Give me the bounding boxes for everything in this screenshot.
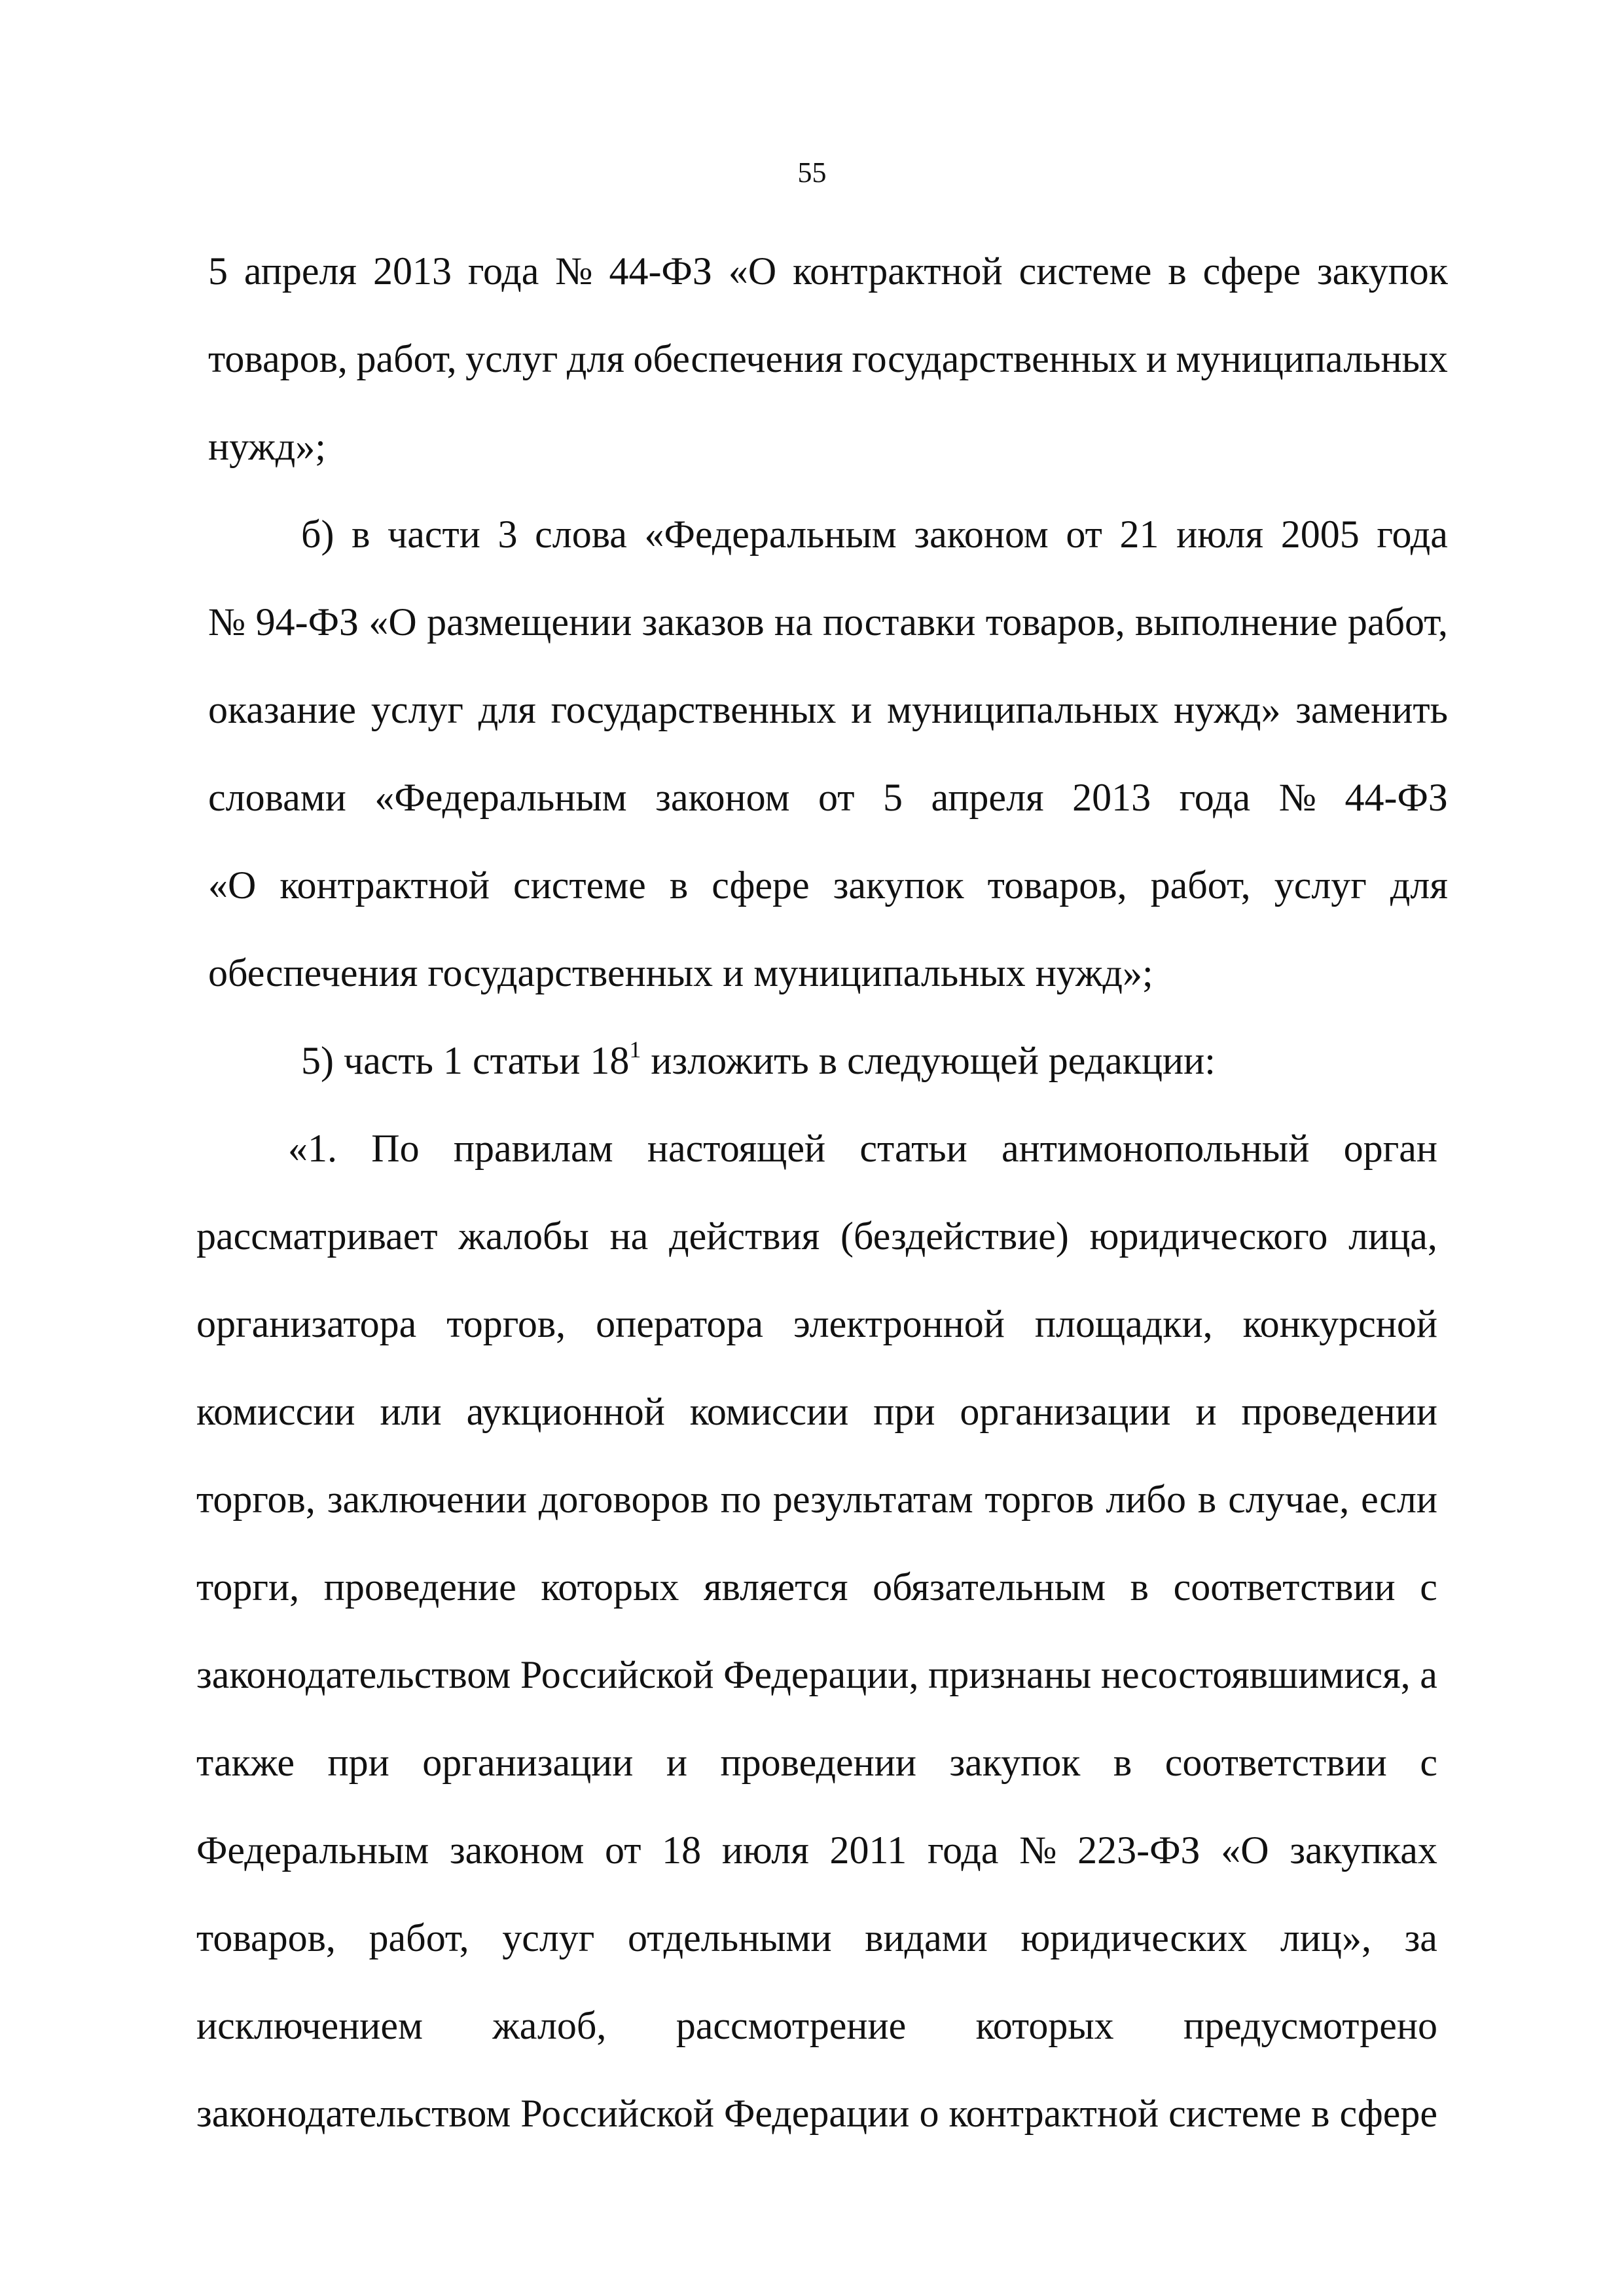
word: от <box>605 1829 641 1872</box>
word: услуг <box>370 688 463 731</box>
word: сфере <box>1339 2092 1437 2135</box>
word: для <box>1390 864 1448 907</box>
word: 2011 <box>829 1829 907 1872</box>
text-line <box>196 1210 1437 1262</box>
word: Федерации <box>724 2092 910 2135</box>
word: и <box>666 1741 688 1784</box>
word: «О <box>728 249 777 293</box>
word: 223-ФЗ <box>1077 1829 1200 1872</box>
word: товаров, <box>985 600 1125 644</box>
word: обязательным <box>873 1565 1106 1609</box>
word: муниципальных <box>887 688 1159 731</box>
word: 3 <box>497 513 518 556</box>
word: части <box>388 513 480 556</box>
word: от <box>818 776 855 819</box>
word: и <box>1195 1390 1217 1433</box>
word: от <box>1066 513 1102 556</box>
article-superscript: 1 <box>629 1036 641 1063</box>
text-line <box>208 333 1448 385</box>
word: законодательством <box>196 2092 511 2135</box>
word: торгов, <box>196 1478 316 1521</box>
word: в <box>1130 1565 1149 1609</box>
word: 21 <box>1119 513 1159 556</box>
word: контрактной <box>948 2092 1159 2135</box>
word: видами <box>865 1916 988 1959</box>
word: юридического <box>1089 1214 1328 1258</box>
word: проведение <box>323 1565 516 1609</box>
word: которых <box>975 2004 1114 2047</box>
word: закупках <box>1290 1829 1437 1872</box>
word: площадки, <box>1034 1302 1213 1345</box>
word: в <box>1197 1478 1217 1521</box>
word: (бездействие) <box>840 1214 1069 1258</box>
word: и <box>1146 337 1167 380</box>
word: сфере <box>1202 249 1301 293</box>
text-line <box>196 1912 1437 1964</box>
word: для <box>478 688 536 731</box>
word: организатора <box>196 1302 417 1345</box>
word: работ, <box>356 337 457 380</box>
word: настоящей <box>647 1127 826 1170</box>
word: для <box>566 337 624 380</box>
word: контрактной <box>280 864 490 907</box>
word: 2013 <box>1072 776 1151 819</box>
word: слова <box>535 513 627 556</box>
word: орган <box>1343 1127 1437 1170</box>
word: выполнение <box>1135 600 1338 644</box>
text-line <box>196 1649 1437 1701</box>
text-line <box>301 508 1448 560</box>
word: товаров, <box>196 1916 336 1959</box>
word: года <box>467 249 539 293</box>
word: По <box>371 1127 420 1170</box>
word: государственных <box>550 688 837 731</box>
text-line <box>196 1473 1437 1525</box>
word: является <box>703 1565 848 1609</box>
word: нужд» <box>1174 688 1281 731</box>
word: жалобы <box>458 1214 589 1258</box>
word: за <box>1404 1916 1437 1959</box>
text-line: нужд»; <box>208 425 326 468</box>
word: № <box>1278 776 1316 819</box>
word: апреля <box>931 776 1044 819</box>
text-line <box>196 1999 1437 2052</box>
word: и <box>851 688 873 731</box>
word: торгов, <box>446 1302 566 1345</box>
word: «О <box>369 600 417 644</box>
word: правилам <box>453 1127 613 1170</box>
word: соответствии <box>1173 1565 1396 1609</box>
word: если <box>1361 1478 1437 1521</box>
word: апреля <box>244 249 357 293</box>
word: 5 <box>882 776 903 819</box>
word: товаров, <box>208 337 348 380</box>
text-line <box>208 859 1448 911</box>
word: отдельными <box>627 1916 832 1959</box>
word: на <box>609 1214 649 1258</box>
word: при <box>327 1741 389 1784</box>
word: системе <box>513 864 646 907</box>
word: о <box>919 2092 939 2135</box>
word: заказов <box>641 600 765 644</box>
word: лица, <box>1348 1214 1437 1258</box>
word: 44-ФЗ <box>609 249 712 293</box>
word: законом <box>449 1829 585 1872</box>
word: проведении <box>720 1741 916 1784</box>
word: проведении <box>1241 1390 1437 1433</box>
word: несостоявшимися, <box>1100 1653 1411 1696</box>
word: юридических <box>1020 1916 1248 1959</box>
text-line <box>301 1034 1216 1087</box>
word: в <box>1168 249 1187 293</box>
text-segment: изложить в следующей редакции: <box>641 1039 1216 1082</box>
word: оказание <box>208 688 357 731</box>
word: словами <box>208 776 346 819</box>
word: Федеральным <box>196 1829 429 1872</box>
text-line <box>208 245 1448 297</box>
word: Российской <box>520 1653 714 1696</box>
word: заменить <box>1295 688 1448 731</box>
word: 2005 <box>1280 513 1360 556</box>
word: 94-ФЗ <box>255 600 359 644</box>
word: законом <box>914 513 1049 556</box>
word: торгов <box>984 1478 1094 1521</box>
word: которых <box>541 1565 679 1609</box>
word: жалоб, <box>492 2004 607 2047</box>
word: также <box>196 1741 295 1784</box>
word: в <box>1113 1741 1132 1784</box>
word: конкурсной <box>1242 1302 1437 1345</box>
text-line <box>208 771 1448 824</box>
text-line <box>196 1561 1437 1613</box>
word: законодательством <box>196 1653 511 1696</box>
word: исключением <box>196 2004 423 2047</box>
word: года <box>1377 513 1448 556</box>
word: закупок <box>1316 249 1448 293</box>
word: результатам <box>772 1478 973 1521</box>
word: соответствии <box>1164 1741 1387 1784</box>
word: случае, <box>1228 1478 1350 1521</box>
word: 2013 <box>372 249 452 293</box>
word: признаны <box>928 1653 1092 1696</box>
page-number: 55 <box>797 156 827 189</box>
word: «О <box>208 864 257 907</box>
word: муниципальных <box>1176 337 1448 380</box>
word: оператора <box>596 1302 764 1345</box>
word: законом <box>655 776 790 819</box>
word: 5 <box>208 249 228 293</box>
word: организации <box>422 1741 634 1784</box>
word: рассматривает <box>196 1214 438 1258</box>
word: услуг <box>502 1916 595 1959</box>
text-segment: 5) часть 1 статьи 18 <box>301 1039 630 1082</box>
word: на <box>774 600 813 644</box>
text-line <box>196 1298 1437 1350</box>
word: года <box>927 1829 999 1872</box>
word: аукционной <box>466 1390 665 1433</box>
word: статьи <box>859 1127 967 1170</box>
word: размещении <box>427 600 632 644</box>
word: при <box>873 1390 935 1433</box>
word: № <box>208 600 246 644</box>
text-line: обеспечения государственных и муниципальных нужд»; <box>208 951 1153 994</box>
word: заключении <box>327 1478 527 1521</box>
word: «Федеральным <box>374 776 627 819</box>
word: контрактной <box>793 249 1003 293</box>
word: в <box>669 864 689 907</box>
text-line <box>208 596 1448 648</box>
word: Федерации, <box>723 1653 919 1696</box>
word: июля <box>721 1829 809 1872</box>
word: антимонопольный <box>1001 1127 1310 1170</box>
word: с <box>1420 1565 1437 1609</box>
word: «Федеральным <box>644 513 897 556</box>
word: а <box>1420 1653 1437 1696</box>
word: работ, <box>369 1916 469 1959</box>
word: Российской <box>520 2092 714 2135</box>
word: услуг <box>465 337 558 380</box>
text-line <box>196 1385 1437 1438</box>
word: договоров <box>538 1478 709 1521</box>
word: работ, <box>1150 864 1251 907</box>
word: предусмотрено <box>1183 2004 1437 2047</box>
word: закупок <box>949 1741 1081 1784</box>
word: «1. <box>288 1127 337 1170</box>
word: поставки <box>823 600 976 644</box>
word: по <box>720 1478 761 1521</box>
word: 44-ФЗ <box>1344 776 1448 819</box>
word: в <box>352 513 370 556</box>
word: № <box>1019 1829 1057 1872</box>
word: системе <box>1168 2092 1301 2135</box>
text-line <box>196 1736 1437 1789</box>
word: товаров, <box>987 864 1127 907</box>
text-line <box>288 1122 1437 1175</box>
word: государственных <box>852 337 1138 380</box>
word: июля <box>1176 513 1264 556</box>
word: в <box>1311 2092 1330 2135</box>
word: года <box>1179 776 1251 819</box>
word: с <box>1420 1741 1437 1784</box>
word: организации <box>960 1390 1171 1433</box>
word: торги, <box>196 1565 300 1609</box>
word: рассмотрение <box>676 2004 907 2047</box>
word: «О <box>1221 1829 1269 1872</box>
word: обеспечения <box>633 337 843 380</box>
word: б) <box>301 513 334 556</box>
word: лиц», <box>1280 1916 1371 1959</box>
word: или <box>380 1390 442 1433</box>
word: № <box>555 249 593 293</box>
word: 18 <box>662 1829 702 1872</box>
word: либо <box>1106 1478 1186 1521</box>
word: системе <box>1019 249 1152 293</box>
word: сфере <box>712 864 810 907</box>
word: действия <box>669 1214 820 1258</box>
text-line <box>208 683 1448 736</box>
text-line <box>196 2087 1437 2140</box>
word: услуг <box>1274 864 1367 907</box>
word: электронной <box>793 1302 1005 1345</box>
word: закупок <box>833 864 964 907</box>
word: комиссии <box>196 1390 355 1433</box>
text-line <box>196 1824 1437 1876</box>
word: работ, <box>1347 600 1448 644</box>
word: комиссии <box>689 1390 849 1433</box>
